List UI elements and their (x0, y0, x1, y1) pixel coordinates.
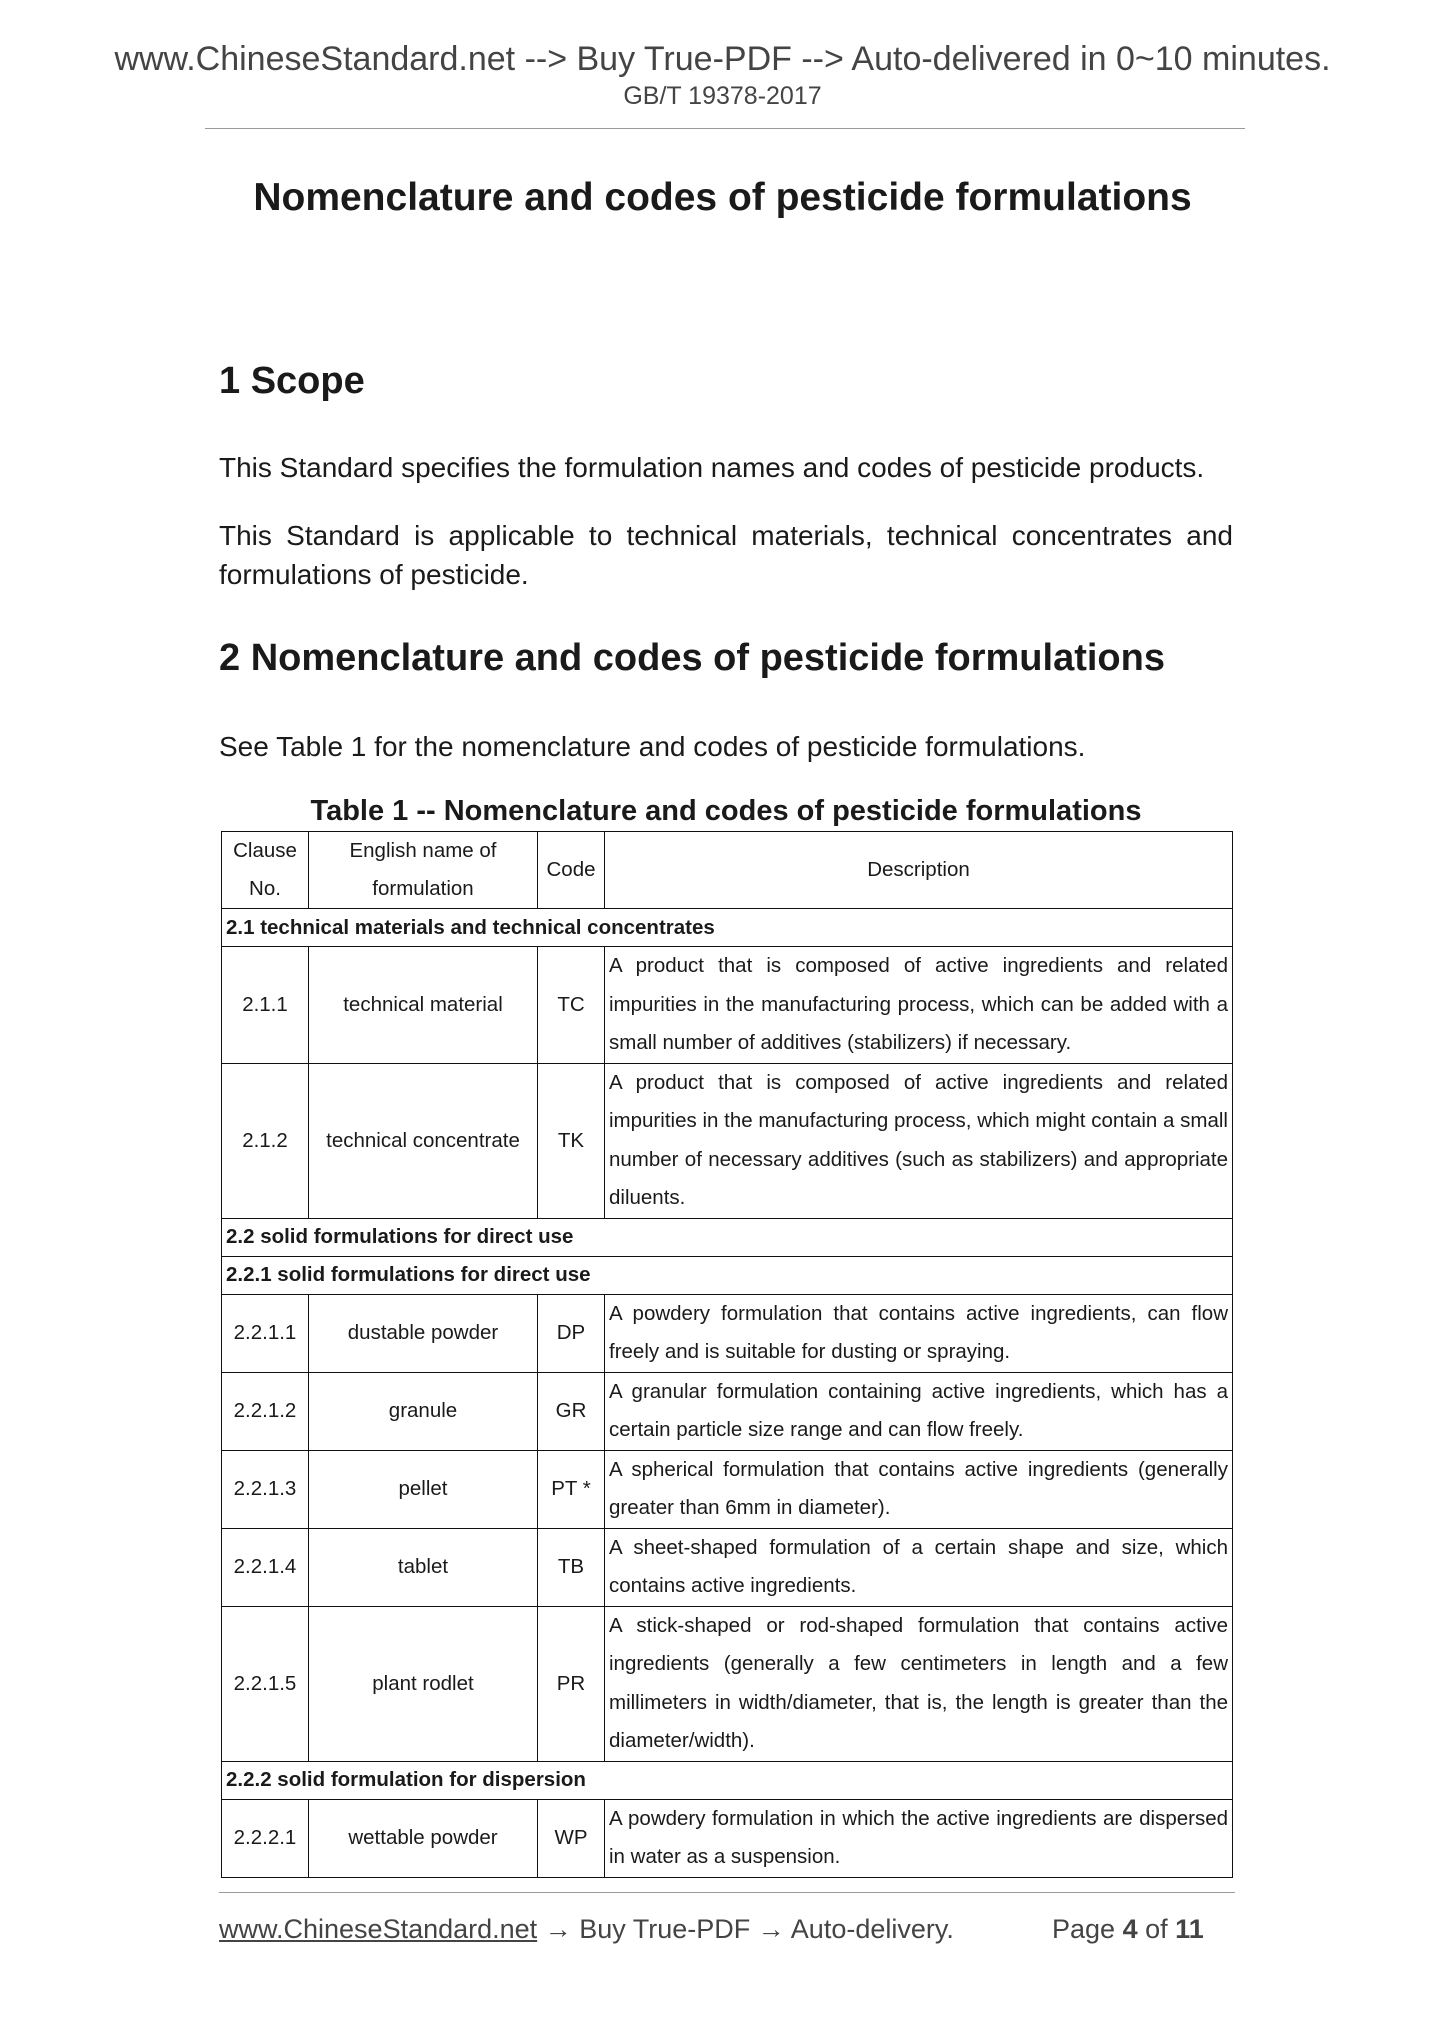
name-cell: dustable powder (309, 1294, 538, 1372)
page-total: 11 (1175, 1914, 1204, 1944)
table-row (222, 1372, 1233, 1450)
buy-text: Buy True-PDF (579, 1914, 751, 1944)
page-number: 4 (1122, 1914, 1138, 1944)
section-label: 2.2 solid formulations for direct use (222, 1218, 1233, 1256)
section-row (222, 1218, 1233, 1256)
clause-cell: 2.2.1.4 (222, 1528, 309, 1606)
code-cell: TB (538, 1528, 605, 1606)
code-cell: TC (538, 947, 605, 1064)
header-clause-no: Clause No. (222, 832, 309, 909)
description-cell: A powdery formulation in which the active ingredients are dispersed in water as a suspension. (605, 1799, 1233, 1877)
section-label: 2.2.2 solid formulation for dispersion (222, 1761, 1233, 1799)
table-row (222, 1606, 1233, 1761)
header-code: Code (538, 832, 605, 909)
description-cell: A powdery formulation that contains active ingredients, can flow freely and is suitable for dusting or spraying. (605, 1294, 1233, 1372)
name-cell: wettable powder (309, 1799, 538, 1877)
description-cell: A spherical formulation that contains active ingredients (generally greater than 6mm in diameter). (605, 1450, 1233, 1528)
clause-cell: 2.1.1 (222, 947, 309, 1064)
clause-cell: 2.2.1.5 (222, 1606, 309, 1761)
clause-cell: 2.2.1.1 (222, 1294, 309, 1372)
description-cell: A product that is composed of active ingredients and related impurities in the manufacturing process, which can be added with a small number of additives (stabilizers) if necessary. (605, 947, 1233, 1064)
auto-delivery-text: Auto-delivery. (790, 1914, 954, 1944)
section-row (222, 1761, 1233, 1799)
arrow-icon: → (757, 1914, 785, 1944)
standard-code: GB/T 19378-2017 (623, 82, 822, 110)
clause-cell: 2.2.1.2 (222, 1372, 309, 1450)
page-label: Page (1052, 1914, 1116, 1944)
section-label: 2.2.1 solid formulations for direct use (222, 1256, 1233, 1294)
description-cell: A stick-shaped or rod-shaped formulation that contains active ingredients (generally a few centimeters in length and a few millimeters in width/diameter, that is, the length is greater than the diameter/width). (605, 1606, 1233, 1761)
table-row (222, 1294, 1233, 1372)
table-row (222, 1799, 1233, 1877)
code-cell: WP (538, 1799, 605, 1877)
table-row (222, 1450, 1233, 1528)
clause-cell: 2.1.2 (222, 1063, 309, 1218)
code-cell: TK (538, 1063, 605, 1218)
of-label: of (1145, 1914, 1168, 1944)
name-cell: technical concentrate (309, 1063, 538, 1218)
page-indicator (1052, 1914, 1204, 1945)
code-cell: PT * (538, 1450, 605, 1528)
formulations-table (221, 831, 1233, 1878)
clause-cell: 2.2.1.3 (222, 1450, 309, 1528)
section-1-heading: 1 Scope (219, 360, 365, 402)
description-cell: A sheet-shaped formulation of a certain shape and size, which contains active ingredients. (605, 1528, 1233, 1606)
table-row (222, 1528, 1233, 1606)
code-cell: DP (538, 1294, 605, 1372)
header-english-name: English name of formulation (309, 832, 538, 909)
site-link[interactable]: www.ChineseStandard.net (219, 1914, 538, 1944)
name-cell: plant rodlet (309, 1606, 538, 1761)
table-caption: Table 1 -- Nomenclature and codes of pesticide formulations (310, 795, 1142, 827)
document-title: Nomenclature and codes of pesticide formulations (253, 176, 1192, 219)
site-banner: www.ChineseStandard.net --> Buy True-PDF --> Auto-delivered in 0~10 minutes. (114, 40, 1331, 78)
table-header-row (222, 832, 1233, 909)
description-cell: A product that is composed of active ingredients and related impurities in the manufacturing process, which might contain a small number of necessary additives (such as stabilizers) and appropriate diluents. (605, 1063, 1233, 1218)
scope-paragraph-1: This Standard specifies the formulation names and codes of pesticide products. (219, 452, 1205, 483)
name-cell: granule (309, 1372, 538, 1450)
header-divider (205, 128, 1245, 129)
name-cell: pellet (309, 1450, 538, 1528)
scope-paragraph-2: This Standard is applicable to technical materials, technical concentrates and formulations of pesticide. (219, 520, 1233, 590)
section-2-paragraph: See Table 1 for the nomenclature and codes of pesticide formulations. (219, 731, 1086, 762)
code-cell: PR (538, 1606, 605, 1761)
footer-divider (219, 1892, 1235, 1893)
clause-cell: 2.2.2.1 (222, 1799, 309, 1877)
description-cell: A granular formulation containing active ingredients, which has a certain particle size range and can flow freely. (605, 1372, 1233, 1450)
footer-left (219, 1914, 954, 1945)
code-cell: GR (538, 1372, 605, 1450)
name-cell: technical material (309, 947, 538, 1064)
section-row (222, 909, 1233, 947)
arrow-icon: → (544, 1914, 572, 1944)
section-2-heading: 2 Nomenclature and codes of pesticide formulations (219, 637, 1165, 679)
header-description: Description (605, 832, 1233, 909)
section-label: 2.1 technical materials and technical concentrates (222, 909, 1233, 947)
section-row (222, 1256, 1233, 1294)
table-row (222, 947, 1233, 1064)
name-cell: tablet (309, 1528, 538, 1606)
table-row (222, 1063, 1233, 1218)
